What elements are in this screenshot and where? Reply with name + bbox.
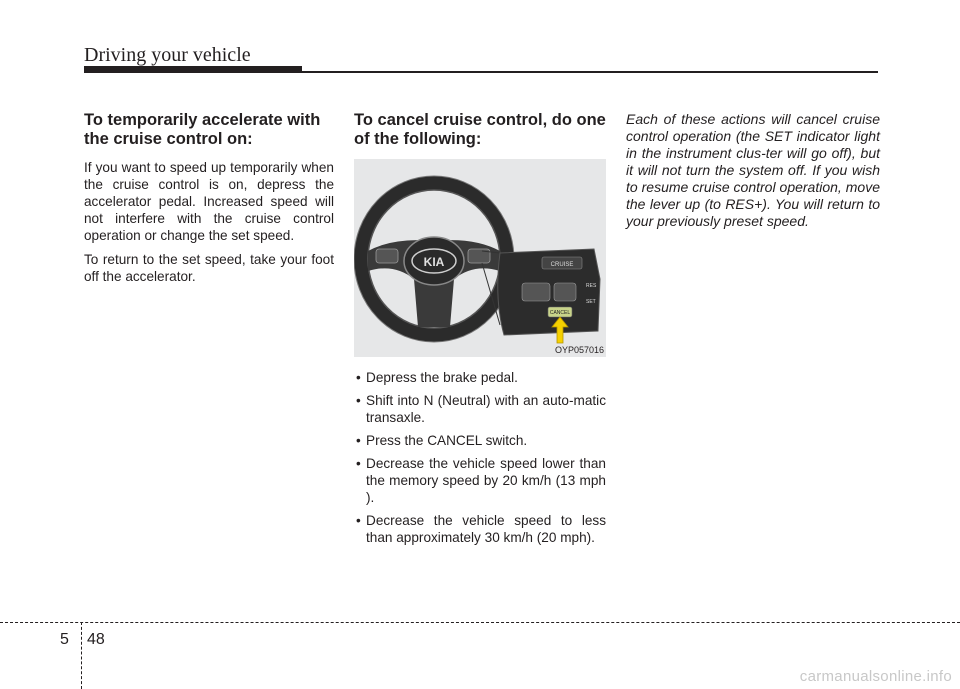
accelerate-heading: To temporarily accelerate with the cruise control on:: [84, 111, 321, 148]
cancel-label: CANCEL: [549, 310, 571, 316]
right-column: [626, 111, 880, 230]
watermark: carmanualsonline.info: [799, 668, 952, 685]
cruise-label: CRUISE: [550, 262, 574, 268]
steering-wheel-illustration: [354, 159, 606, 357]
res-label: RES: [586, 283, 597, 289]
list-item: • Depress the brake pedal.: [354, 369, 606, 386]
footer-divider: [0, 622, 960, 623]
steering-wheel-figure: [354, 159, 606, 357]
set-label: SET: [586, 299, 596, 305]
return-speed-paragraph: To return to the set speed, take your foot off the accelerator.: [84, 252, 334, 284]
page-header-title: Driving your vehicle: [84, 44, 251, 66]
list-item: • Decrease the vehicle speed to less than approximately 30 km/h (20 mph).: [354, 512, 606, 546]
left-column: [84, 111, 334, 292]
page-number: 48: [87, 631, 105, 648]
figure-code: OYP057016: [554, 345, 604, 355]
list-item: • Decrease the vehicle speed lower than the memory speed by 20 km/h (13 mph ).: [354, 455, 606, 506]
middle-column: [354, 111, 606, 552]
header-rule: [84, 71, 878, 73]
cancel-methods-list: [354, 369, 606, 546]
accelerate-paragraph: If you want to speed up temporarily when the cruise control is on, depress the accelerator pedal. Increased speed will not interfere with the cruise control operation or change the set speed.: [84, 160, 334, 243]
logo-text: KIA: [423, 255, 445, 269]
cancel-heading: To cancel cruise control, do one of the following:: [354, 111, 606, 148]
chapter-number: 5: [60, 631, 69, 648]
footer-vertical-divider: [81, 622, 82, 689]
list-item: • Press the CANCEL switch.: [354, 432, 606, 449]
cancel-note-paragraph: Each of these actions will cancel cruise control operation (the SET indicator light in the instrument clus-ter will go off), but it will not turn the system off. If you wish to resume cruise control operation, move the lever up (to RES+). You will return to your previously preset speed.: [626, 111, 880, 229]
list-item: • Shift into N (Neutral) with an auto-matic transaxle.: [354, 392, 606, 426]
